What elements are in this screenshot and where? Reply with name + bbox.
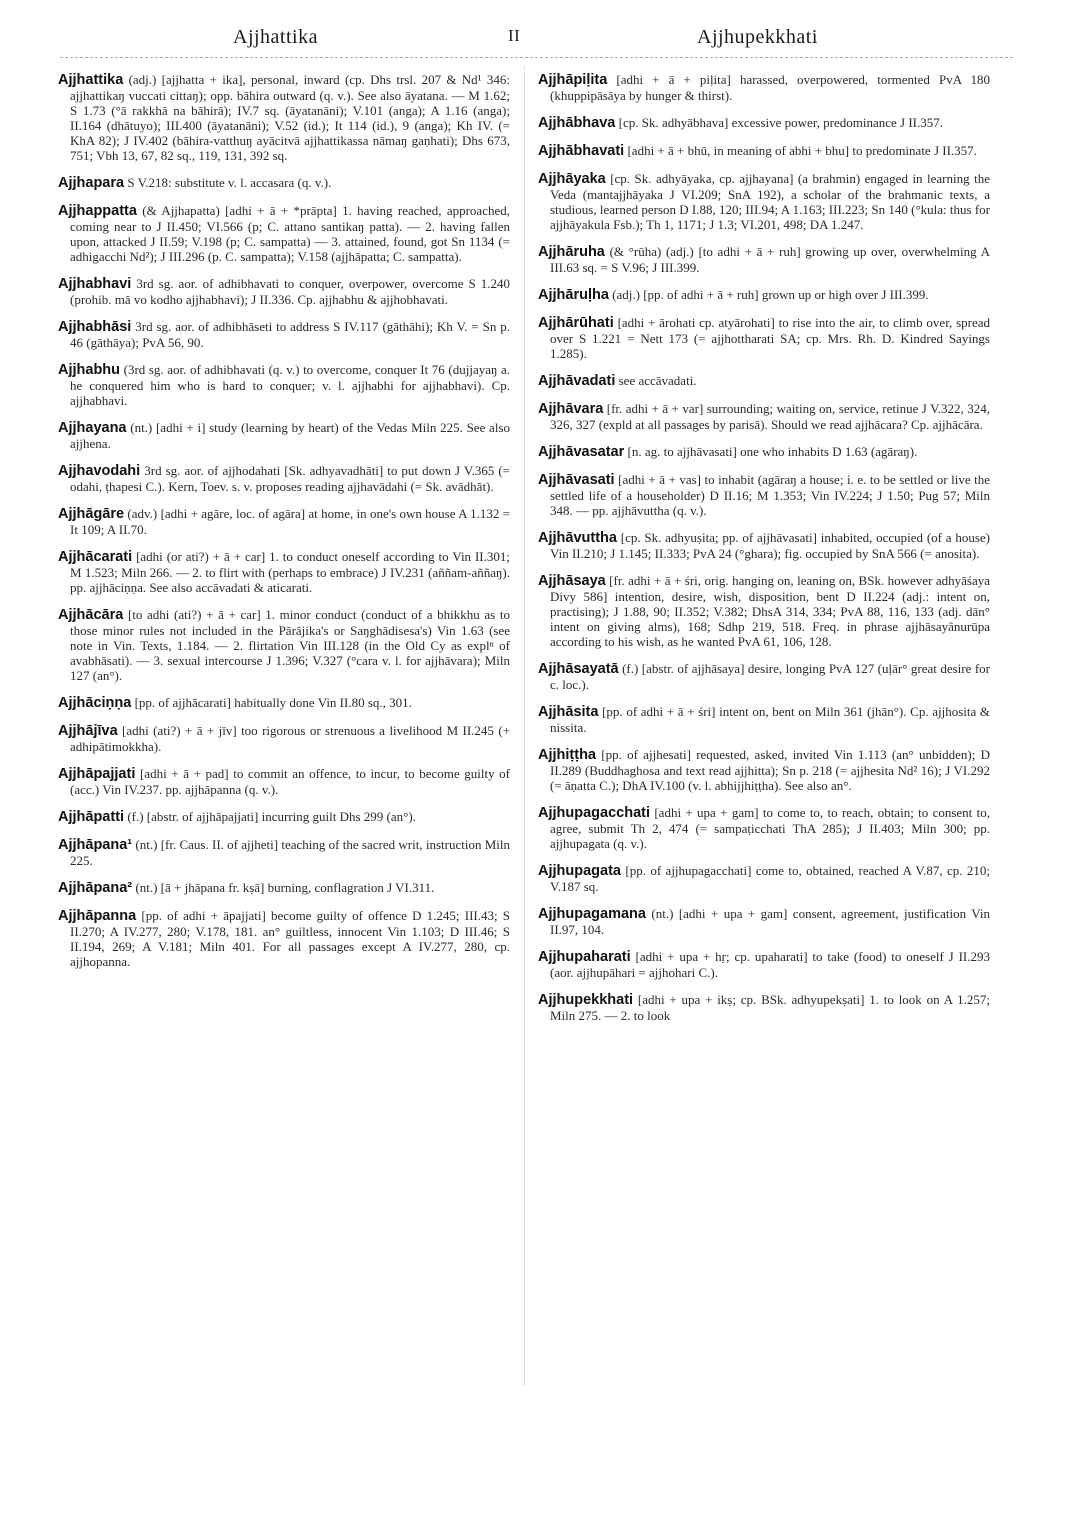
dictionary-entry bbox=[538, 863, 990, 894]
header-right-guideword: Ajjhupekkhati bbox=[697, 26, 818, 48]
entry-headword: Ajjhāpiḷita bbox=[538, 72, 608, 88]
entry-definition: see accāvadati. bbox=[618, 373, 697, 388]
dictionary-entry bbox=[538, 72, 990, 103]
dictionary-entry bbox=[538, 573, 990, 649]
dictionary-entry bbox=[58, 549, 510, 595]
entry-definition: [adhi (or ati?) + ā + car] 1. to conduct oneself according to Vin II.301; M 1.523; Miln 266. — 2. to flirt with (perhaps to embrace) J IV.231 (aññam-aññaŋ). pp. ajjhāciṇṇa. See also accāvadati & aticarati. bbox=[70, 549, 510, 595]
dictionary-entry bbox=[538, 992, 990, 1023]
entry-definition: (nt.) [adhi + i] study (learning by heart) of the Vedas Miln 225. See also ajjhena. bbox=[70, 420, 510, 451]
entry-headword: Ajjhattika bbox=[58, 72, 124, 88]
dictionary-entry bbox=[58, 607, 510, 683]
dictionary-entry bbox=[538, 472, 990, 518]
dictionary-entry bbox=[58, 766, 510, 797]
dictionary-entry bbox=[538, 747, 990, 793]
dictionary-entry bbox=[58, 175, 510, 191]
dictionary-entry bbox=[58, 72, 510, 163]
entry-headword: Ajjhāsita bbox=[538, 704, 599, 720]
dictionary-entry bbox=[58, 880, 510, 896]
dictionary-entry bbox=[538, 401, 990, 432]
dictionary-entry bbox=[538, 143, 990, 159]
entry-definition: [adhi + ārohati cp. atyārohati] to rise into the air, to climb over, spread over S 1.221 = Nett 173 (= ajjhottharati SA; cp. Mrs. Rh. D. Kindred Sayings 1.285). bbox=[550, 315, 991, 361]
right-column bbox=[538, 72, 990, 1035]
entry-headword: Ajjhāgāre bbox=[58, 506, 125, 522]
entry-headword: Ajjhāciṇṇa bbox=[58, 695, 132, 711]
entry-headword: Ajjhāsaya bbox=[538, 573, 606, 589]
entry-headword: Ajjhāsayatā bbox=[538, 661, 619, 677]
entry-headword: Ajjhupagata bbox=[538, 863, 621, 879]
entry-definition: [adhi + ā + pad] to commit an offence, to incur, to become guilty of (acc.) Vin IV.237. pp. ajjhāpanna (q. v.). bbox=[70, 766, 511, 797]
dictionary-entry bbox=[58, 723, 510, 754]
entry-definition: 3rd sg. aor. of ajjhodahati [Sk. adhyavadhāti] to put down J V.365 (= odahi, ṭhapesi C.). Kern, Toev. s. v. proposes reading ajjhavādahi (= Sk. avādhāt). bbox=[70, 463, 511, 494]
entry-definition: (adv.) [adhi + agāre, loc. of agāra] at home, in one's own house A 1.132 = It 109; A II.70. bbox=[70, 506, 510, 537]
dictionary-entry bbox=[538, 704, 990, 735]
entry-definition: [adhi + upa + ikṣ; cp. BSk. adhyupekṣati] 1. to look on A 1.257; Miln 275. — 2. to look bbox=[550, 992, 990, 1023]
column-divider bbox=[524, 66, 525, 1385]
entry-headword: Ajjhabhavi bbox=[58, 276, 132, 292]
entry-definition: [pp. of ajjhesati] requested, asked, invited Vin 1.113 (an° unbidden); D II.289 (Buddhaghosa and text read ajjhitta); Sn p. 218 (= ajjhesita Nd² 16); J VI.292 (= āṇatta C.); DhA IV.100 (v. l. abhijjhiṭṭha). See also an°. bbox=[550, 747, 990, 793]
entry-definition: [fr. adhi + ā + var] surrounding; waiting on, service, retinue J V.322, 324, 326, 327 (expld at all passages by parisā). Should we read ajjhācara? Cp. ajjhācāra. bbox=[550, 401, 990, 432]
dictionary-entry bbox=[538, 444, 990, 460]
page-number: II bbox=[508, 26, 521, 45]
dictionary-entry bbox=[538, 805, 990, 851]
entry-definition: (nt.) [fr. Caus. II. of ajjheti] teaching of the sacred writ, instruction Miln 225. bbox=[70, 837, 511, 868]
left-column bbox=[58, 72, 510, 981]
entry-headword: Ajjhiṭṭha bbox=[538, 747, 596, 763]
entry-definition: [adhi + upa + gam] to come to, to reach, obtain; to consent to, agree, submit Th 2, 474 (= sampaṭicchati ThA 285); J II.403; Miln 300; pp. ajjhupagata (q. v.). bbox=[550, 805, 990, 851]
entry-headword: Ajjhārūhati bbox=[538, 315, 614, 331]
entry-definition: [cp. Sk. adhyāyaka, cp. ajjhayana] (a brahmin) engaged in learning the Veda (mantajjhāyaka J VI.209; SnA 192), a scholar of the brahmanic texts, a studious, learned person D I.88, 120; III.94; A 1.163; III.223; Sn 140 (°kula: thus for ajjhāyakula Fsb.); Th 1, 1171; J 1.3; VI.201, 498; DA 1.247. bbox=[550, 171, 990, 232]
entry-definition: 3rd sg. aor. of adhibhavati to conquer, overpower, overcome S 1.240 (prohib. mā vo kodho ajjhabhavi); J II.336. Cp. ajjhabhu & ajjhobhavati. bbox=[70, 276, 510, 307]
entry-headword: Ajjhupagacchati bbox=[538, 805, 650, 821]
dictionary-entry bbox=[58, 908, 510, 969]
entry-definition: [adhi + ā + piḷita] harassed, overpowered, tormented PvA 180 (khuppipāsāya by hunger & thirst). bbox=[550, 72, 990, 103]
dictionary-entry bbox=[538, 530, 990, 561]
entry-definition: [adhi + ā + bhū, in meaning of abhi + bhu] to predominate J II.357. bbox=[627, 143, 977, 158]
dictionary-entry bbox=[538, 171, 990, 232]
entry-headword: Ajjhupekkhati bbox=[538, 992, 634, 1008]
entry-definition: 3rd sg. aor. of adhibhāseti to address S IV.117 (gāthāhi); Kh V. = Sn p. 46 (gāthāya); PvA 56, 90. bbox=[70, 319, 511, 350]
entry-definition: (nt.) [ā + jhāpana fr. kṣā] burning, conflagration J VI.311. bbox=[135, 880, 435, 895]
entry-definition: [pp. of ajjhupagacchati] come to, obtained, reached A V.87, cp. 210; V.187 sq. bbox=[550, 863, 991, 894]
dictionary-entry bbox=[538, 661, 990, 692]
entry-headword: Ajjhupaharati bbox=[538, 949, 631, 965]
entry-definition: [adhi (ati?) + ā + jīv] too rigorous or strenuous a livelihood M II.245 (+ adhipātimokkha). bbox=[70, 723, 510, 754]
entry-headword: Ajjhāpana² bbox=[58, 880, 133, 896]
running-header bbox=[0, 22, 1073, 56]
entry-definition: [cp. Sk. adhyuṣita; pp. of ajjhāvasati] inhabited, occupied (of a house) Vin II.210; J 1.145; II.333; PvA 24 (°ghara); fig. occupied by SnA 566 (= anosita). bbox=[550, 530, 990, 561]
entry-definition: (f.) [abstr. of ajjhāpajjati] incurring guilt Dhs 299 (an°). bbox=[127, 809, 416, 824]
entry-headword: Ajjhāvasati bbox=[538, 472, 615, 488]
entry-definition: (& °rūha) (adj.) [to adhi + ā + ruh] growing up over, overwhelming A III.63 sq. = S V.96; J III.399. bbox=[550, 244, 991, 275]
entry-definition: [pp. of adhi + ā + śri] intent on, bent on Miln 361 (jhān°). Cp. ajjhosita & nissita. bbox=[550, 704, 991, 735]
dictionary-entry bbox=[538, 244, 990, 275]
entry-headword: Ajjhāpatti bbox=[58, 809, 125, 825]
dictionary-entry bbox=[538, 949, 990, 980]
entry-definition: (f.) [abstr. of ajjhāsaya] desire, longing PvA 127 (uḷār° great desire for c. loc.). bbox=[550, 661, 991, 692]
entry-headword: Ajjhāvuttha bbox=[538, 530, 617, 546]
header-rule bbox=[60, 57, 1013, 58]
entry-definition: [adhi + upa + hṛ; cp. upaharati] to take (food) to oneself J II.293 (aor. ajjhupāhari = ajjhohari C.). bbox=[550, 949, 991, 980]
entry-definition: (& Ajjhapatta) [adhi + ā + *prāpta] 1. having reached, approached, coming near to J II.450; VI.566 (p; C. attano santikaŋ patta). — 2. having fallen upon, attacked J II.59; V.198 (p; C. sampatta) — 3. attained, found, got Sn 1134 (= adhigacchi Nd²); J III.296 (p. C. sampatta); V.158 (ajjhāpatta; C. sampatta). bbox=[70, 203, 510, 264]
entry-headword: Ajjhavodahi bbox=[58, 463, 141, 479]
entry-headword: Ajjhāvara bbox=[538, 401, 604, 417]
entry-headword: Ajjhāyaka bbox=[538, 171, 606, 187]
entry-headword: Ajjhāruḷha bbox=[538, 287, 609, 303]
entry-definition: [cp. Sk. adhyābhava] excessive power, predominance J II.357. bbox=[618, 115, 943, 130]
entry-definition: [adhi + ā + vas] to inhabit (agāraŋ a house; i. e. to be settled or live the settled life of a householder) D II.16; M 1.353; Vin IV.224; J 1.50; Pug 57; Miln 348. — pp. ajjhāvuttha (q. v.). bbox=[550, 472, 990, 518]
entry-headword: Ajjhācāra bbox=[58, 607, 124, 623]
dictionary-entry bbox=[538, 287, 990, 303]
entry-definition: [fr. adhi + ā + śri, orig. hanging on, leaning on, BSk. however adhyāśaya Divy 586] intention, desire, wish, disposition, bent D II.224 (adj.: intent on, practising); J 1.88, 90; II.352; V.382; DhsA 314, 334; PvA 88, 116, 133 (adj. dān° intent on giving alms), 168; Sdhp 219, 518. Freq. in phrase ajjhāsayânurūpa according to his wish, as he wanted PvA 61, 106, 128. bbox=[550, 573, 991, 649]
entry-definition: [pp. of ajjhācarati] habitually done Vin II.80 sq., 301. bbox=[134, 695, 412, 710]
header-left-guideword: Ajjhattika bbox=[233, 26, 318, 48]
entry-definition: S V.218: substitute v. l. accasara (q. v.). bbox=[127, 175, 332, 190]
entry-headword: Ajjhupagamana bbox=[538, 906, 646, 922]
entry-definition: (nt.) [adhi + upa + gam] consent, agreement, justification Vin II.97, 104. bbox=[550, 906, 990, 937]
entry-definition: [n. ag. to ajjhāvasati] one who inhabits D 1.63 (agāraŋ). bbox=[627, 444, 918, 459]
entry-definition: (adj.) [ajjhatta + ika], personal, inward (cp. Dhs trsl. 207 & Nd¹ 346: ajjhattikaŋ vuccati cittaŋ); opp. bāhira outward (q. v.). See also āyatana. — M 1.62; S 1.73 (°ā rakkhā na bāhirā); IV.7 sq. (āyatanāni); V.101 (anga); A 1.16 (anga); II.164 (dhātuyo); III.400 (āyatanāni); V.52 (id.); It 114 (id.), 9 (anga); Kh IV. (= KhA 82); J IV.402 (bāhira-vatthuŋ ayācitvā ajjhattikassa nāmaŋ gaṇhati); Dhs 673, 751; Vbh 13, 67, 82 sq., 119, 131, 392 sq. bbox=[70, 72, 510, 163]
entry-headword: Ajjhāvadati bbox=[538, 373, 616, 389]
entry-headword: Ajjhappatta bbox=[58, 203, 137, 219]
dictionary-entry bbox=[58, 276, 510, 307]
dictionary-entry bbox=[538, 373, 990, 389]
entry-headword: Ajjhāvasatar bbox=[538, 444, 625, 460]
entry-headword: Ajjhābhava bbox=[538, 115, 616, 131]
entry-headword: Ajjhācarati bbox=[58, 549, 133, 565]
entry-headword: Ajjhābhavati bbox=[538, 143, 625, 159]
entry-headword: Ajjhāpajjati bbox=[58, 766, 136, 782]
dictionary-entry bbox=[58, 420, 510, 451]
entry-headword: Ajjhāpanna bbox=[58, 908, 137, 924]
dictionary-entry bbox=[58, 695, 510, 711]
dictionary-entry bbox=[58, 463, 510, 494]
entry-headword: Ajjhapara bbox=[58, 175, 125, 191]
dictionary-entry bbox=[58, 837, 510, 868]
entry-headword: Ajjhājīva bbox=[58, 723, 118, 739]
entry-headword: Ajjhabhāsi bbox=[58, 319, 132, 335]
dictionary-entry bbox=[538, 906, 990, 937]
entry-headword: Ajjhāpana¹ bbox=[58, 837, 133, 853]
dictionary-entry bbox=[58, 362, 510, 408]
dictionary-entry bbox=[58, 506, 510, 537]
dictionary-entry bbox=[58, 809, 510, 825]
entry-definition: [pp. of adhi + āpajjati] become guilty of offence D 1.245; III.43; S II.270; A IV.277, 280; V.178, 181. an° guiltless, innocent Vin 1.103; D III.46; S II.194, 269; A V.181; Miln 401. For all passages except A IV.277, 280, cp. ajjhopanna. bbox=[70, 908, 511, 969]
entry-definition: [to adhi (ati?) + ā + car] 1. minor conduct (conduct of a bhikkhu as to those minor rules not included in the Pārājika's or Saŋghādisesa's) Vin 1.63 (see note in Vin. Texts, 1.184. — 2. flirtation Vin III.128 (in the Old Cy as explⁿ of avabhāsati). — 3. sexual intercourse J 1.396; V.327 (°cara v. l. for ajjhāvara); Miln 127 (an°). bbox=[70, 607, 510, 683]
entry-definition: (adj.) [pp. of adhi + ā + ruh] grown up or high over J III.399. bbox=[612, 287, 929, 302]
dictionary-entry bbox=[538, 115, 990, 131]
entry-headword: Ajjhāruha bbox=[538, 244, 605, 260]
entry-definition: (3rd sg. aor. of adhibhavati (q. v.) to overcome, conquer It 76 (dujjayaŋ a. he conquered him who is hard to conquer; v. l. ajjhabhi for ajjhabhavi). Cp. ajjhabhavi. bbox=[70, 362, 511, 408]
dictionary-entry bbox=[58, 319, 510, 350]
entry-headword: Ajjhayana bbox=[58, 420, 127, 436]
dictionary-entry bbox=[58, 203, 510, 264]
entry-headword: Ajjhabhu bbox=[58, 362, 121, 378]
dictionary-entry bbox=[538, 315, 990, 361]
